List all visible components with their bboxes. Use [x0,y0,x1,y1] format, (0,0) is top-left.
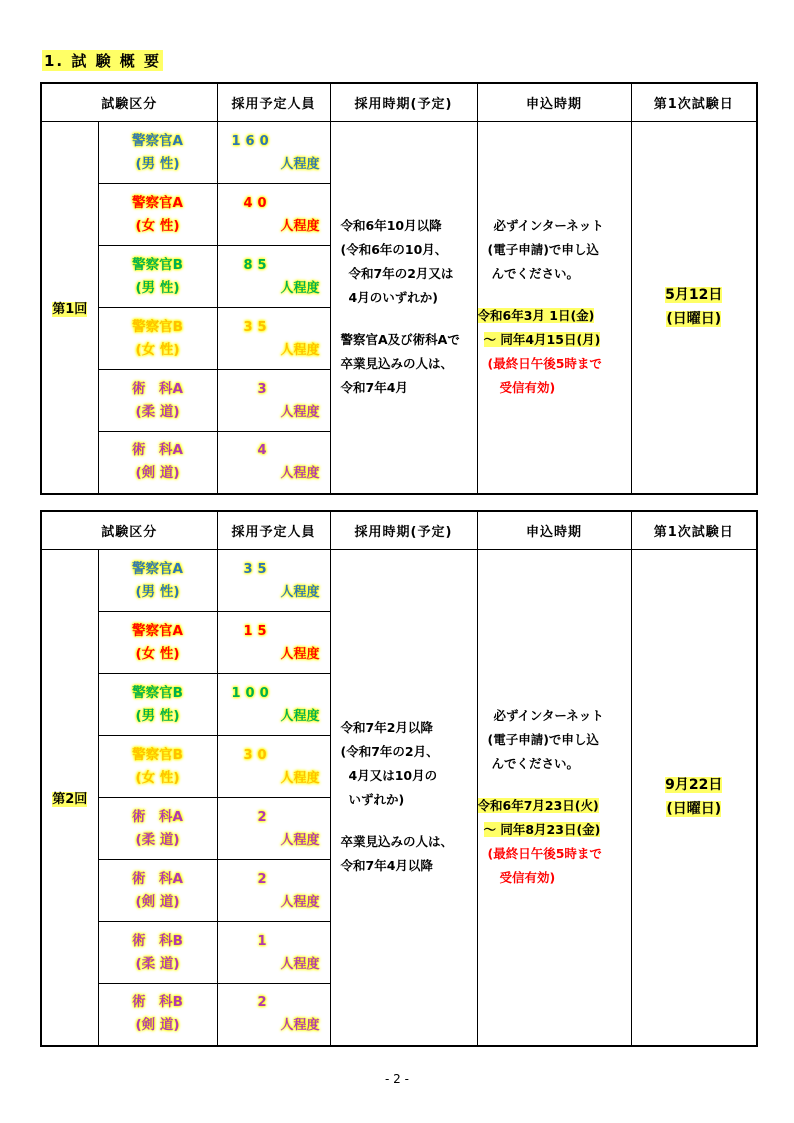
category-cell [98,246,217,308]
planned-unit: 人程度 [280,584,320,600]
number-cell [217,612,330,674]
apply-deadline-note-text: (最終日午後5時まで [487,356,602,372]
category-cell [98,308,217,370]
category-sub: (男 性) [135,707,180,724]
category-cell [98,432,217,494]
category-name: 警察官B [132,746,183,763]
period-line: 令和7年4月以降 [340,858,433,874]
exam-date [632,773,757,797]
category-cell [98,674,217,736]
header-category: 試験区分 [41,511,217,550]
exam-day-text: (日曜日) [666,801,722,818]
category-name: 術 科A [132,442,183,459]
planned-number: 35 [243,319,272,335]
apply-start-date [478,304,631,328]
number-cell [217,798,330,860]
category-cell [98,184,217,246]
number-cell [217,246,330,308]
category-sub: (剣 道) [135,1017,180,1034]
hiring-period-cell [330,550,477,1046]
apply-deadline-note-text: 受信有効) [499,380,556,396]
page-number: - 2 - [385,1072,409,1086]
planned-number: 100 [231,685,274,701]
header-exam-date: 第1次試験日 [631,511,757,550]
exam-table-round2 [40,510,758,1047]
apply-notice [478,214,631,238]
apply-notice-text: 必ずインターネット [493,708,604,724]
category-sub: (男 性) [135,279,180,296]
header-period: 採用時期(予定) [330,511,477,550]
apply-deadline-note [478,376,631,400]
number-cell [217,922,330,984]
period-line: 4月のいずれか) [348,290,438,306]
category-sub: (柔 道) [135,403,180,420]
header-category: 試験区分 [41,83,217,122]
apply-start-date-text: 令和6年3月 1日(金) [477,308,595,324]
number-cell [217,122,330,184]
category-sub: (柔 道) [135,831,180,848]
spacer [478,286,631,304]
round-label-text: 第2回 [52,791,88,807]
apply-notice-text: んでください。 [491,756,580,772]
apply-notice [478,752,631,776]
planned-unit: 人程度 [280,466,320,482]
planned-number: 2 [257,995,272,1011]
planned-unit: 人程度 [280,956,320,972]
category-name: 術 科B [132,932,183,949]
apply-end-date [478,328,631,352]
exam-day-text: (日曜日) [666,311,722,328]
exam-date-cell [631,550,757,1046]
number-cell [217,736,330,798]
category-cell [98,736,217,798]
header-number: 採用予定人員 [217,83,330,122]
planned-unit: 人程度 [280,218,320,234]
category-name: 術 科A [132,380,183,397]
planned-number: 4 [257,443,272,459]
planned-number: 15 [243,623,272,639]
period-line: 4月又は10月の [348,768,438,784]
number-cell [217,370,330,432]
exam-day [632,797,757,821]
exam-date-text: 9月22日 [665,777,723,794]
category-sub: (剣 道) [135,465,180,482]
header-apply: 申込時期 [477,511,631,550]
table-row [41,122,757,184]
exam-table-round1 [40,82,758,495]
planned-unit: 人程度 [280,708,320,724]
number-cell [217,432,330,494]
round1-body [41,122,757,494]
category-name: 術 科A [132,808,183,825]
section-title: 1. 試 験 概 要 [44,52,162,70]
period-line [341,310,477,328]
category-sub: (女 性) [135,645,180,662]
number-cell [217,308,330,370]
number-cell [217,860,330,922]
apply-end-date [478,818,631,842]
category-name: 術 科A [132,870,183,887]
table-row [41,550,757,612]
application-period-cell [477,550,631,1046]
period-line: 卒業見込みの人は、 [340,834,454,850]
apply-notice-text: (電子申請)で申し込 [487,732,599,748]
category-cell [98,122,217,184]
category-cell [98,612,217,674]
period-line [341,812,477,830]
application-period-cell [477,122,631,494]
header-period: 採用時期(予定) [330,83,477,122]
apply-deadline-note [478,842,631,866]
apply-deadline-note [478,866,631,890]
planned-unit: 人程度 [280,404,320,420]
planned-number: 2 [257,871,272,887]
apply-notice-text: (電子申請)で申し込 [487,242,599,258]
period-line: 令和7年2月以降 [340,720,433,736]
category-sub: (柔 道) [135,955,180,972]
planned-number: 160 [231,133,274,149]
category-sub: (女 性) [135,217,180,234]
apply-deadline-note-text: (最終日午後5時まで [487,846,602,862]
period-line: (令和7年の2月、 [340,744,439,760]
round-label [41,550,98,1046]
apply-end-date-text: ～ 同年8月23日(金) [483,822,601,838]
period-line: (令和6年の10月、 [340,242,448,258]
planned-number: 3 [257,381,272,397]
period-line: 卒業見込みの人は、 [340,356,454,372]
round-label [41,122,98,494]
planned-number: 85 [243,257,272,273]
exam-date [632,283,757,307]
category-name: 警察官B [132,318,183,335]
category-sub: (男 性) [135,155,180,172]
spacer [478,776,631,794]
period-line: 令和7年4月 [340,380,408,396]
exam-date-text: 5月12日 [665,287,723,304]
header-row [41,83,757,122]
planned-number: 30 [243,747,272,763]
apply-start-date-text: 令和6年7月23日(火) [477,798,599,814]
category-name: 警察官B [132,256,183,273]
apply-start-date [478,794,631,818]
number-cell [217,550,330,612]
category-name: 警察官B [132,684,183,701]
apply-notice [478,728,631,752]
planned-number: 35 [243,561,272,577]
planned-unit: 人程度 [280,770,320,786]
round-label-text: 第1回 [52,301,88,317]
hiring-period-cell [330,122,477,494]
period-line: いずれか) [348,792,405,808]
number-cell [217,184,330,246]
apply-notice [478,262,631,286]
header-apply: 申込時期 [477,83,631,122]
category-cell [98,550,217,612]
planned-unit: 人程度 [280,894,320,910]
period-line: 令和6年10月以降 [340,218,442,234]
category-sub: (剣 道) [135,893,180,910]
planned-unit: 人程度 [280,280,320,296]
apply-notice [478,238,631,262]
category-name: 警察官A [132,132,183,149]
category-sub: (女 性) [135,341,180,358]
category-name: 警察官A [132,560,183,577]
planned-unit: 人程度 [280,342,320,358]
category-sub: (女 性) [135,769,180,786]
planned-unit: 人程度 [280,1018,320,1034]
number-cell [217,674,330,736]
category-cell [98,922,217,984]
planned-number: 2 [257,809,272,825]
planned-number: 1 [257,933,272,949]
apply-end-date-text: ～ 同年4月15日(月) [483,332,601,348]
apply-deadline-note [478,352,631,376]
category-sub: (男 性) [135,583,180,600]
category-name: 術 科B [132,994,183,1011]
apply-notice-text: 必ずインターネット [493,218,604,234]
header-row [41,511,757,550]
category-cell [98,860,217,922]
category-cell [98,798,217,860]
header-number: 採用予定人員 [217,511,330,550]
planned-number: 40 [243,195,272,211]
number-cell [217,984,330,1046]
category-name: 警察官A [132,622,183,639]
apply-deadline-note-text: 受信有効) [499,870,556,886]
category-cell [98,370,217,432]
exam-day [632,307,757,331]
planned-unit: 人程度 [280,646,320,662]
header-exam-date: 第1次試験日 [631,83,757,122]
category-cell [98,984,217,1046]
planned-unit: 人程度 [280,156,320,172]
period-line: 警察官A及び術科Aで [340,332,460,348]
planned-unit: 人程度 [280,832,320,848]
category-name: 警察官A [132,194,183,211]
period-line: 令和7年の2月又は [348,266,454,282]
apply-notice [478,704,631,728]
exam-date-cell [631,122,757,494]
apply-notice-text: んでください。 [491,266,580,282]
round2-body [41,550,757,1046]
